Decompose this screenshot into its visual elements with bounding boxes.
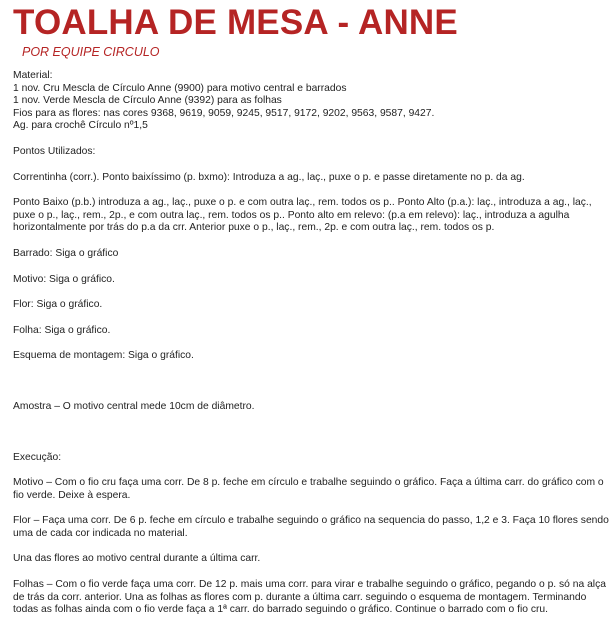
page-title: TOALHA DE MESA - ANNE bbox=[13, 3, 458, 42]
execucao-una-line: Una das flores ao motivo central durante a última carr. bbox=[13, 553, 261, 565]
folha-line: Folha: Siga o gráfico. bbox=[13, 324, 111, 336]
ponto-baixo-paragraph: Ponto Baixo (p.b.) introduza a ag., laç., puxe o p. e com outra laç., rem. todos os p.. Ponto Alto (p.a.): laç., introduza a ag., laç., puxe o p., laç., rem., 2p., e com outra laç., rem. todos os p.. Ponto alto em relevo: (p.a em relevo): laç., introduza a agulha horizontalmente por trás do p.a da crr. Anterior puxe o p., laç., rem., 2p. e com outra laç., rem. todos os p. bbox=[13, 197, 592, 234]
material-line: 1 nov. Verde Mescla de Círculo Anne (9392) para as folhas bbox=[13, 95, 282, 107]
material-heading: Material: bbox=[13, 70, 53, 81]
motivo-line: Motivo: Siga o gráfico. bbox=[13, 273, 115, 285]
author-credit: POR EQUIPE CIRCULO bbox=[22, 45, 160, 59]
flor-line: Flor: Siga o gráfico. bbox=[13, 299, 103, 311]
amostra-line: Amostra – O motivo central mede 10cm de diâmetro. bbox=[13, 400, 255, 412]
barrado-line: Barrado: Siga o gráfico bbox=[13, 247, 119, 259]
correntinha-paragraph: Correntinha (corr.). Ponto baixíssimo (p. bxmo): Introduza a ag., laç., puxe o p. e passe diretamente no p. da ag. bbox=[13, 171, 525, 183]
execucao-heading: Execução: bbox=[13, 451, 62, 463]
material-line: 1 nov. Cru Mescla de Círculo Anne (9900) para motivo central e barrados bbox=[13, 82, 347, 94]
material-line: Ag. para crochê Círculo nº1,5 bbox=[13, 120, 148, 132]
material-line: Fios para as flores: nas cores 9368, 9619, 9059, 9245, 9517, 9172, 9202, 9563, 9587, 9427. bbox=[13, 107, 435, 119]
execucao-motivo-paragraph: Motivo – Com o fio cru faça uma corr. De 8 p. feche em círculo e trabalhe seguindo o gráfico. Faça a última carr. do gráfico com o fio verde. Deixe à espera. bbox=[13, 477, 604, 501]
execucao-flor-paragraph: Flor – Faça uma corr. De 6 p. feche em círculo e trabalhe seguindo o gráfico na sequencia do passo, 1,2 e 3. Faça 10 flores sendo uma de cada cor indicada no material. bbox=[13, 515, 609, 539]
execucao-folhas-paragraph: Folhas – Com o fio verde faça uma corr. De 12 p. mais uma corr. para virar e trabalhe seguindo o gráfico, pegando o p. só na alça de trás da corr. anterior. Una as folhas as flores com p. durante a última carr. seguindo o esquema de montagem. Terminando todas as folhas ainda com o fio verde faça a 1ª carr. do barrado seguindo o gráfico. Continue o barrado com o fio cru. bbox=[13, 579, 606, 616]
esquema-line: Esquema de montagem: Siga o gráfico. bbox=[13, 350, 194, 362]
pontos-heading: Pontos Utilizados: bbox=[13, 145, 96, 157]
instructions-body bbox=[13, 70, 611, 617]
